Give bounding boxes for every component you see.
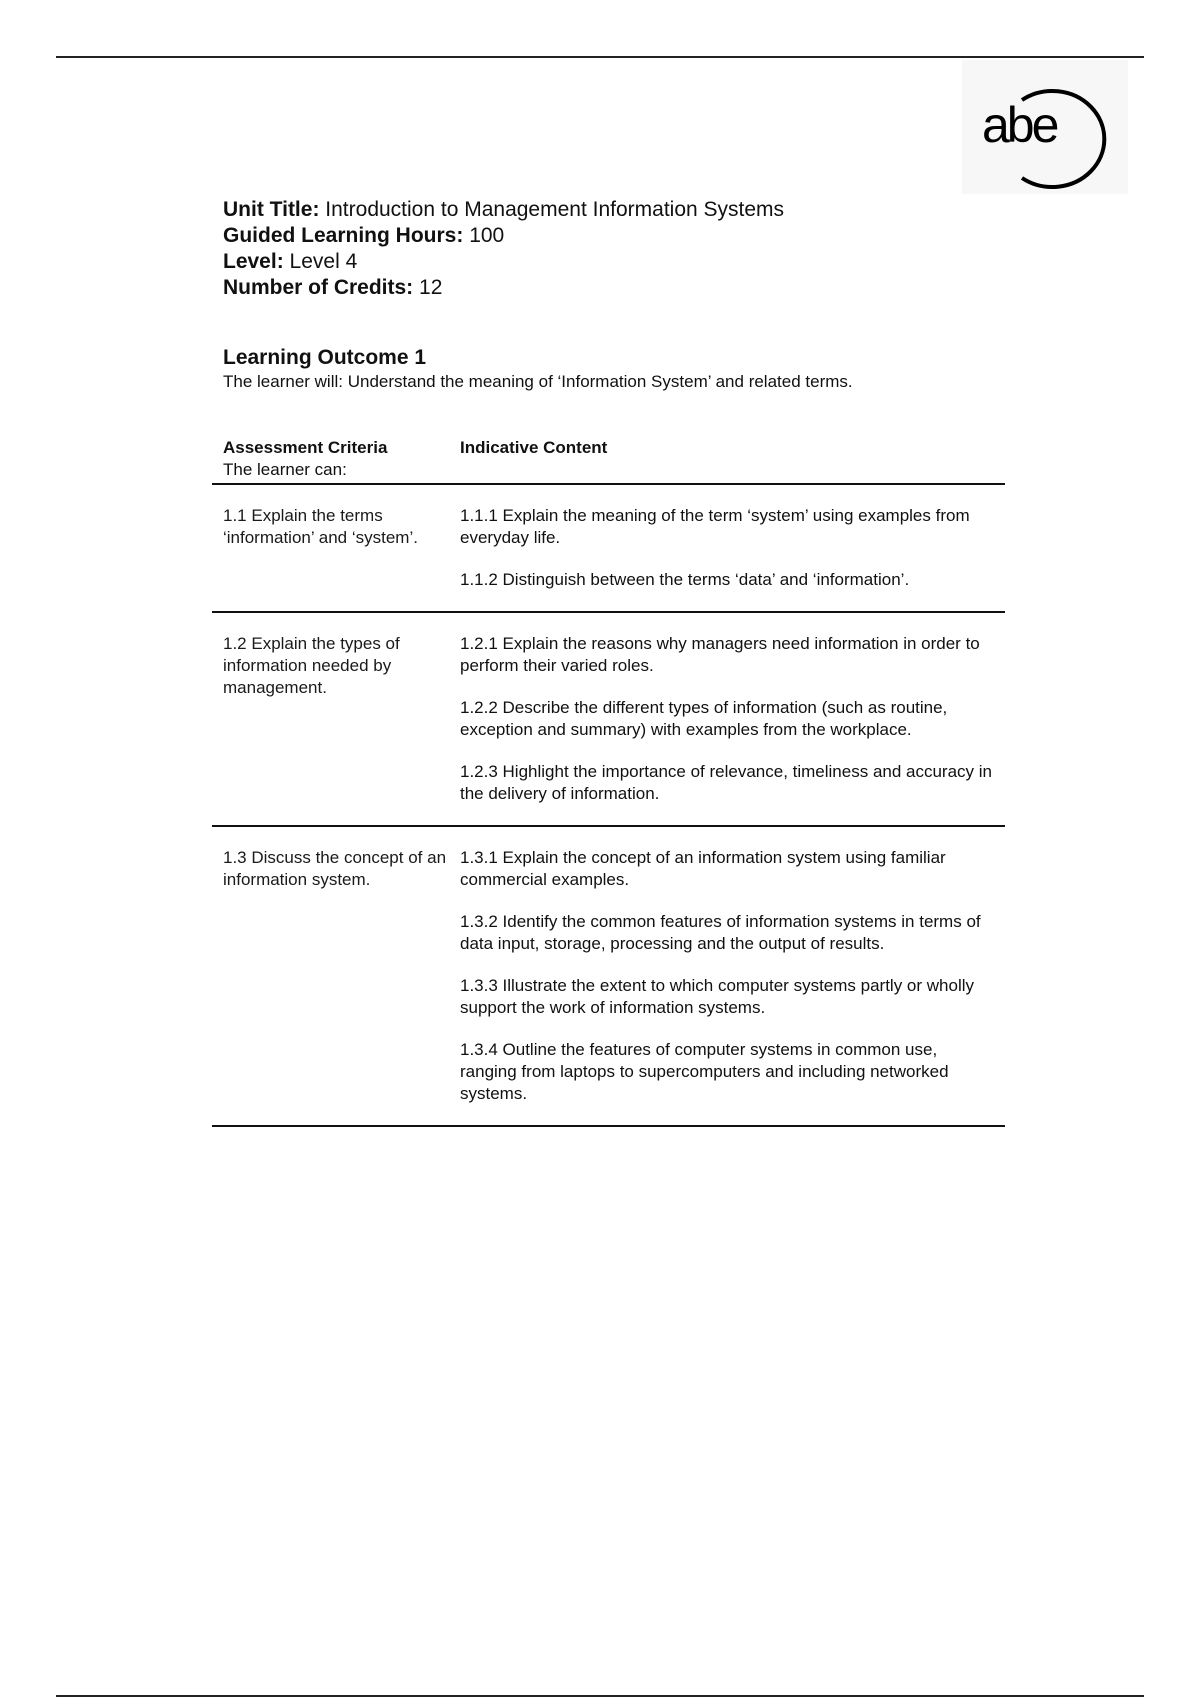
header-rule bbox=[56, 56, 1144, 58]
unit-title-value: Introduction to Management Information Systems bbox=[325, 198, 785, 221]
credits-value: 12 bbox=[419, 276, 443, 299]
content-item: 1.1.1 Explain the meaning of the term ‘system’ using examples from everyday life. bbox=[460, 506, 970, 547]
criterion-cell: 1.2 Explain the types of information needed by management. bbox=[223, 634, 400, 697]
abe-logo bbox=[962, 60, 1128, 194]
content-item: 1.3.1 Explain the concept of an information system using familiar commercial examples. bbox=[460, 848, 946, 889]
abe-logo-icon bbox=[962, 60, 1128, 194]
assessment-criteria-subheading: The learner can: bbox=[223, 460, 347, 479]
table-row bbox=[212, 485, 1005, 613]
assessment-table bbox=[212, 437, 1005, 1127]
logo-text: abe bbox=[982, 97, 1057, 153]
content-item: 1.2.2 Describe the different types of information (such as routine, exception and summary) with examples from the workplace. bbox=[460, 698, 948, 739]
content-cell bbox=[460, 847, 1005, 1105]
footer-rule bbox=[56, 1695, 1144, 1697]
content-item: 1.1.2 Distinguish between the terms ‘data’ and ‘information’. bbox=[460, 570, 910, 589]
indicative-content-heading: Indicative Content bbox=[460, 438, 608, 457]
learning-outcome bbox=[223, 345, 853, 393]
content-item: 1.2.3 Highlight the importance of relevance, timeliness and accuracy in the delivery of information. bbox=[460, 762, 993, 803]
level-row bbox=[223, 249, 784, 275]
table-header bbox=[212, 437, 1005, 485]
content-item: 1.3.2 Identify the common features of information systems in terms of data input, storage, processing and the output of results. bbox=[460, 912, 981, 953]
content-item: 1.3.3 Illustrate the extent to which computer systems partly or wholly support the work of information systems. bbox=[460, 976, 975, 1017]
assessment-criteria-heading: Assessment Criteria bbox=[223, 438, 388, 457]
learning-outcome-description: The learner will: Understand the meaning of ‘Information System’ and related terms. bbox=[223, 372, 853, 391]
content-item: 1.3.4 Outline the features of computer systems in common use, ranging from laptops to supercomputers and including networked systems. bbox=[460, 1040, 949, 1103]
criterion-cell: 1.1 Explain the terms ‘information’ and ‘system’. bbox=[223, 506, 418, 547]
guided-hours-row bbox=[223, 223, 784, 249]
content-cell bbox=[460, 633, 1005, 805]
assessment-criteria-header bbox=[212, 437, 460, 481]
criterion-cell: 1.3 Discuss the concept of an information system. bbox=[223, 848, 447, 889]
guided-hours-label: Guided Learning Hours: bbox=[223, 224, 464, 247]
table-row bbox=[212, 613, 1005, 827]
table-row bbox=[212, 827, 1005, 1127]
credits-label: Number of Credits: bbox=[223, 276, 414, 299]
guided-hours-value: 100 bbox=[469, 224, 505, 247]
learning-outcome-heading: Learning Outcome 1 bbox=[223, 346, 427, 369]
unit-details bbox=[223, 197, 784, 301]
level-value: Level 4 bbox=[289, 250, 358, 273]
unit-title-row bbox=[223, 197, 784, 223]
credits-row bbox=[223, 275, 784, 301]
content-item: 1.2.1 Explain the reasons why managers need information in order to perform their varied roles. bbox=[460, 634, 980, 675]
indicative-content-header bbox=[460, 437, 1005, 481]
content-cell bbox=[460, 505, 1005, 591]
level-label: Level: bbox=[223, 250, 284, 273]
unit-title-label: Unit Title: bbox=[223, 198, 320, 221]
